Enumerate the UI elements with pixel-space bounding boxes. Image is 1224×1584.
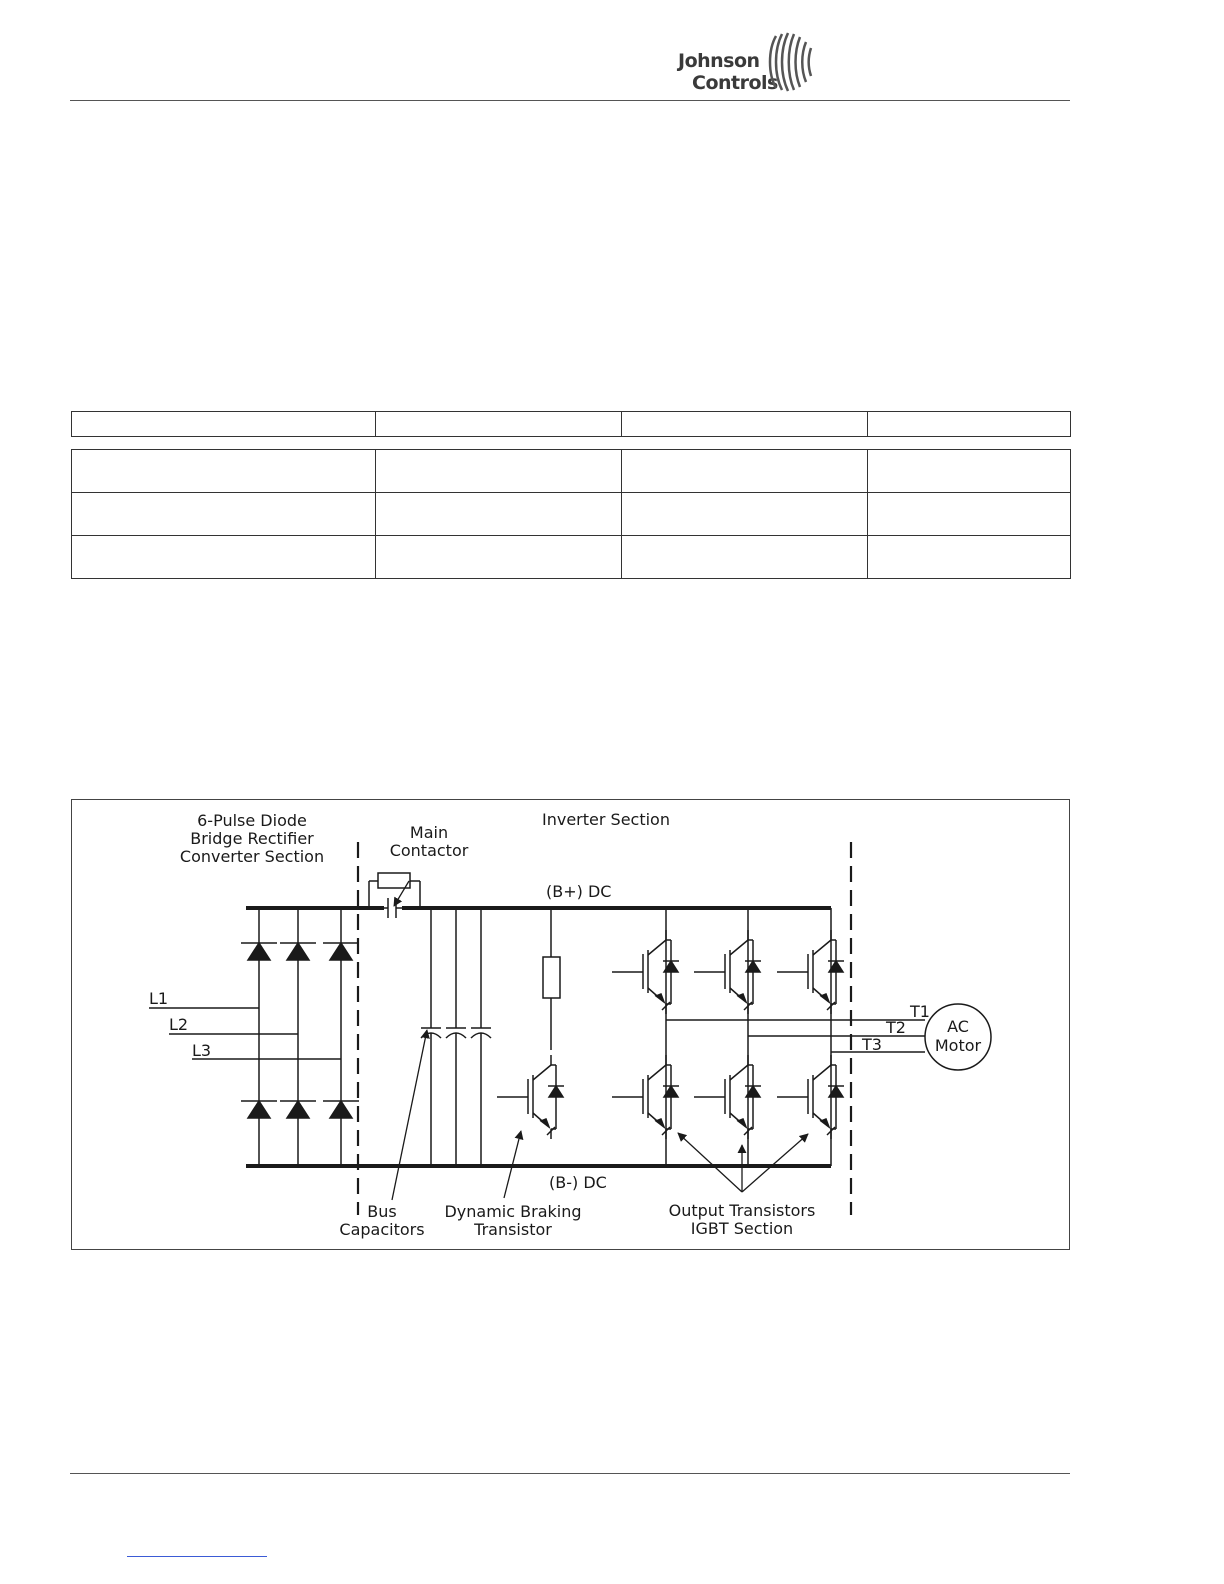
table-row — [72, 450, 1071, 493]
table-cell — [72, 493, 376, 536]
converter-label-line1: 6-Pulse Diode — [197, 811, 307, 830]
contactor-arrow — [394, 881, 409, 906]
table-cell — [376, 493, 622, 536]
output-label-t1: T1 — [910, 1002, 930, 1021]
bus-capacitors — [421, 908, 491, 1166]
igbt-upper-2 — [694, 930, 761, 1014]
data-table — [71, 411, 1070, 579]
table-cell — [72, 536, 376, 579]
callout-arrows — [392, 881, 808, 1200]
logo-swirl-icon — [766, 30, 816, 94]
igbt-upper-3 — [777, 930, 844, 1014]
table-cell — [376, 536, 622, 579]
table-header-cell — [72, 412, 376, 437]
bus-capacitors-label-line2: Capacitors — [339, 1220, 425, 1239]
header-rule — [70, 100, 1070, 101]
table-header-cell — [376, 412, 622, 437]
igbt-lower-2 — [694, 1055, 761, 1139]
input-label-l1: L1 — [149, 989, 169, 1008]
table-cell — [868, 450, 1071, 493]
output-transistors-label-line2: IGBT Section — [690, 1219, 794, 1238]
igbt-lower-1 — [612, 1055, 679, 1139]
dynamic-braking-igbt — [497, 1055, 564, 1139]
dynamic-braking-circuit — [543, 908, 560, 1050]
converter-label-line3: Converter Section — [179, 847, 325, 866]
vfd-circuit-svg — [72, 800, 1069, 1249]
johnson-controls-logo — [676, 30, 826, 100]
footer-rule — [70, 1473, 1070, 1474]
table-cell — [868, 536, 1071, 579]
table-cell — [622, 450, 868, 493]
output-arrow-right — [742, 1134, 808, 1192]
converter-label-line2: Bridge Rectifier — [190, 829, 314, 848]
table-cell — [622, 536, 868, 579]
table-header-cell — [622, 412, 868, 437]
input-label-l3: L3 — [192, 1041, 212, 1060]
table-header-cell — [868, 412, 1071, 437]
rectifier-leg-1 — [241, 908, 277, 1166]
table-cell — [622, 493, 868, 536]
logo-word-johnson: Johnson — [678, 50, 760, 72]
output-phase-wiring — [666, 908, 925, 1166]
table-row — [72, 536, 1071, 579]
contactor-label-line1: Main — [409, 823, 449, 842]
bus-capacitor-arrow — [392, 1030, 427, 1200]
table-row — [72, 493, 1071, 536]
output-label-t2: T2 — [886, 1018, 906, 1037]
output-transistors-label-line1: Output Transistors — [668, 1201, 816, 1220]
motor-label-line2: Motor — [934, 1036, 982, 1055]
rectifier-leg-3 — [323, 908, 359, 1166]
dc-positive-label: (B+) DC — [546, 882, 612, 901]
inverter-section-label: Inverter Section — [542, 810, 670, 829]
output-arrow-left — [678, 1133, 742, 1192]
footer-link-underline — [127, 1556, 267, 1557]
table-cell — [72, 450, 376, 493]
igbt-section — [497, 930, 844, 1139]
contactor-label-line2: Contactor — [389, 841, 469, 860]
table-header-row — [72, 412, 1071, 437]
output-label-t3: T3 — [862, 1035, 882, 1054]
bus-capacitors-label-line1: Bus — [367, 1202, 397, 1221]
vfd-circuit-diagram — [71, 799, 1070, 1250]
input-label-l2: L2 — [169, 1015, 189, 1034]
igbt-upper-1 — [612, 930, 679, 1014]
braking-label-line2: Transistor — [474, 1220, 552, 1239]
motor-label-line1: AC — [947, 1017, 969, 1036]
braking-label-line1: Dynamic Braking — [444, 1202, 582, 1221]
braking-resistor — [543, 957, 560, 998]
main-contactor — [369, 873, 420, 918]
igbt-lower-3 — [777, 1055, 844, 1139]
rectifier-bridge — [149, 908, 359, 1166]
logo-word-controls: Controls — [692, 72, 778, 94]
rectifier-leg-2 — [280, 908, 316, 1166]
dc-negative-label: (B-) DC — [549, 1173, 607, 1192]
table-cell — [376, 450, 622, 493]
table-cell — [868, 493, 1071, 536]
